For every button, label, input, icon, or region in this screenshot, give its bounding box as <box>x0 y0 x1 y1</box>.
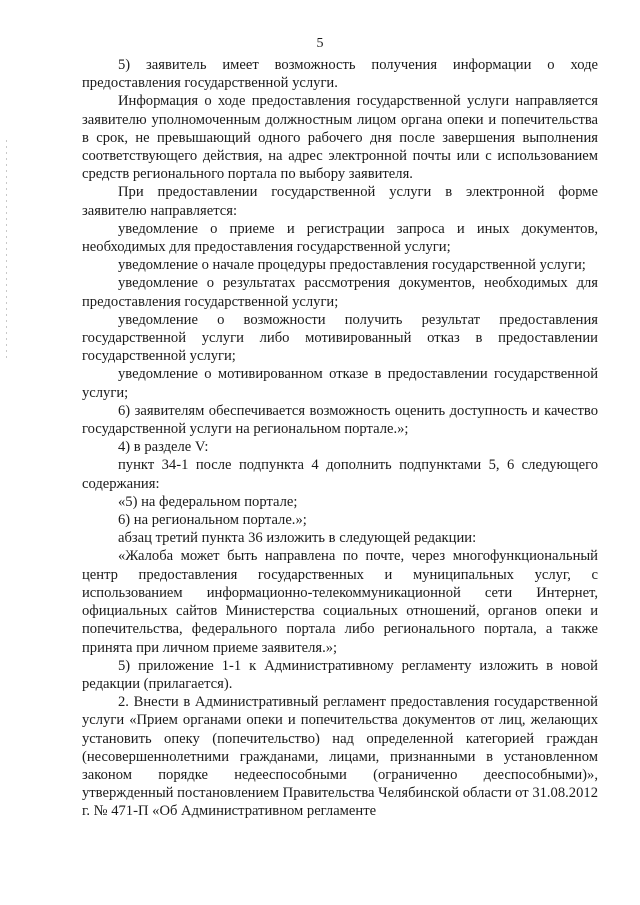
paragraph: «Жалоба может быть направлена по почте, через многофункциональный центр предоставления государственных и муниципальных услуг, с использованием информационно-телекоммуникационной сети Интернет, официальных сайтов Министерства социальных отношений, органов опеки и попечительства, федерального портала либо регионального портала, а также принята при личном приеме заявителя.»; <box>82 548 598 656</box>
paragraph: 5) заявитель имеет возможность получения информации о ходе предоставления государственной услуги. <box>82 57 598 92</box>
paragraph: уведомление о начале процедуры предоставления государственной услуги; <box>118 257 586 274</box>
paragraph: Информация о ходе предоставления государственной услуги направляется заявителю уполномоченным должностным лицом органа опеки и попечительства в срок, не превышающий одного рабочего дня после завершения выполнения соответствующего действия, на адрес электронной почты или с использованием средств регионального портала по выбору заявителя. <box>82 93 598 183</box>
page-number: 5 <box>316 36 324 51</box>
paragraph: При предоставлении государственной услуги в электронной форме заявителю направляется: <box>82 184 598 219</box>
document-body <box>82 56 598 821</box>
paragraph: 2. Внести в Административный регламент предоставления государственной услуги «Прием органами опеки и попечительства документов от лиц, желающих установить опеку (попечительство) над определенной категорией граждан (несовершеннолетними гражданами, лицами, признанными в установленном законом порядке недееспособными (ограниченно дееспособными)», утвержденный постановлением Правительства Челябинской области от 31.08.2012 г. № 471-П «Об Административном регламенте <box>82 694 598 820</box>
paragraph: 6) заявителям обеспечивается возможность оценить доступность и качество государственной услуги на региональном портале.»; <box>82 402 598 438</box>
paragraph: 5) приложение 1-1 к Административному регламенту изложить в новой редакции (прилагается). <box>82 657 598 692</box>
paragraph: абзац третий пункта 36 изложить в следующей редакции: <box>118 530 477 547</box>
paragraph: уведомление о возможности получить результат предоставления государственной услуги либо мотивированный отказ в предоставлении государственной услуги; <box>82 311 598 365</box>
paragraph: уведомление о результатах рассмотрения документов, необходимых для предоставления государственной услуги; <box>82 275 598 310</box>
paragraph: «5) на федеральном портале; <box>118 493 298 510</box>
paragraph: пункт 34-1 после подпункта 4 дополнить подпунктами 5, 6 следующего содержания: <box>82 457 598 492</box>
scan-margin-mark <box>6 140 7 360</box>
paragraph: уведомление о мотивированном отказе в предоставлении государственной услуги; <box>82 366 598 401</box>
paragraph: 6) на региональном портале.»; <box>118 512 307 529</box>
paragraph: 4) в разделе V: <box>118 439 209 456</box>
paragraph: уведомление о приеме и регистрации запроса и иных документов, необходимых для предоставления государственной услуги; <box>82 220 598 256</box>
